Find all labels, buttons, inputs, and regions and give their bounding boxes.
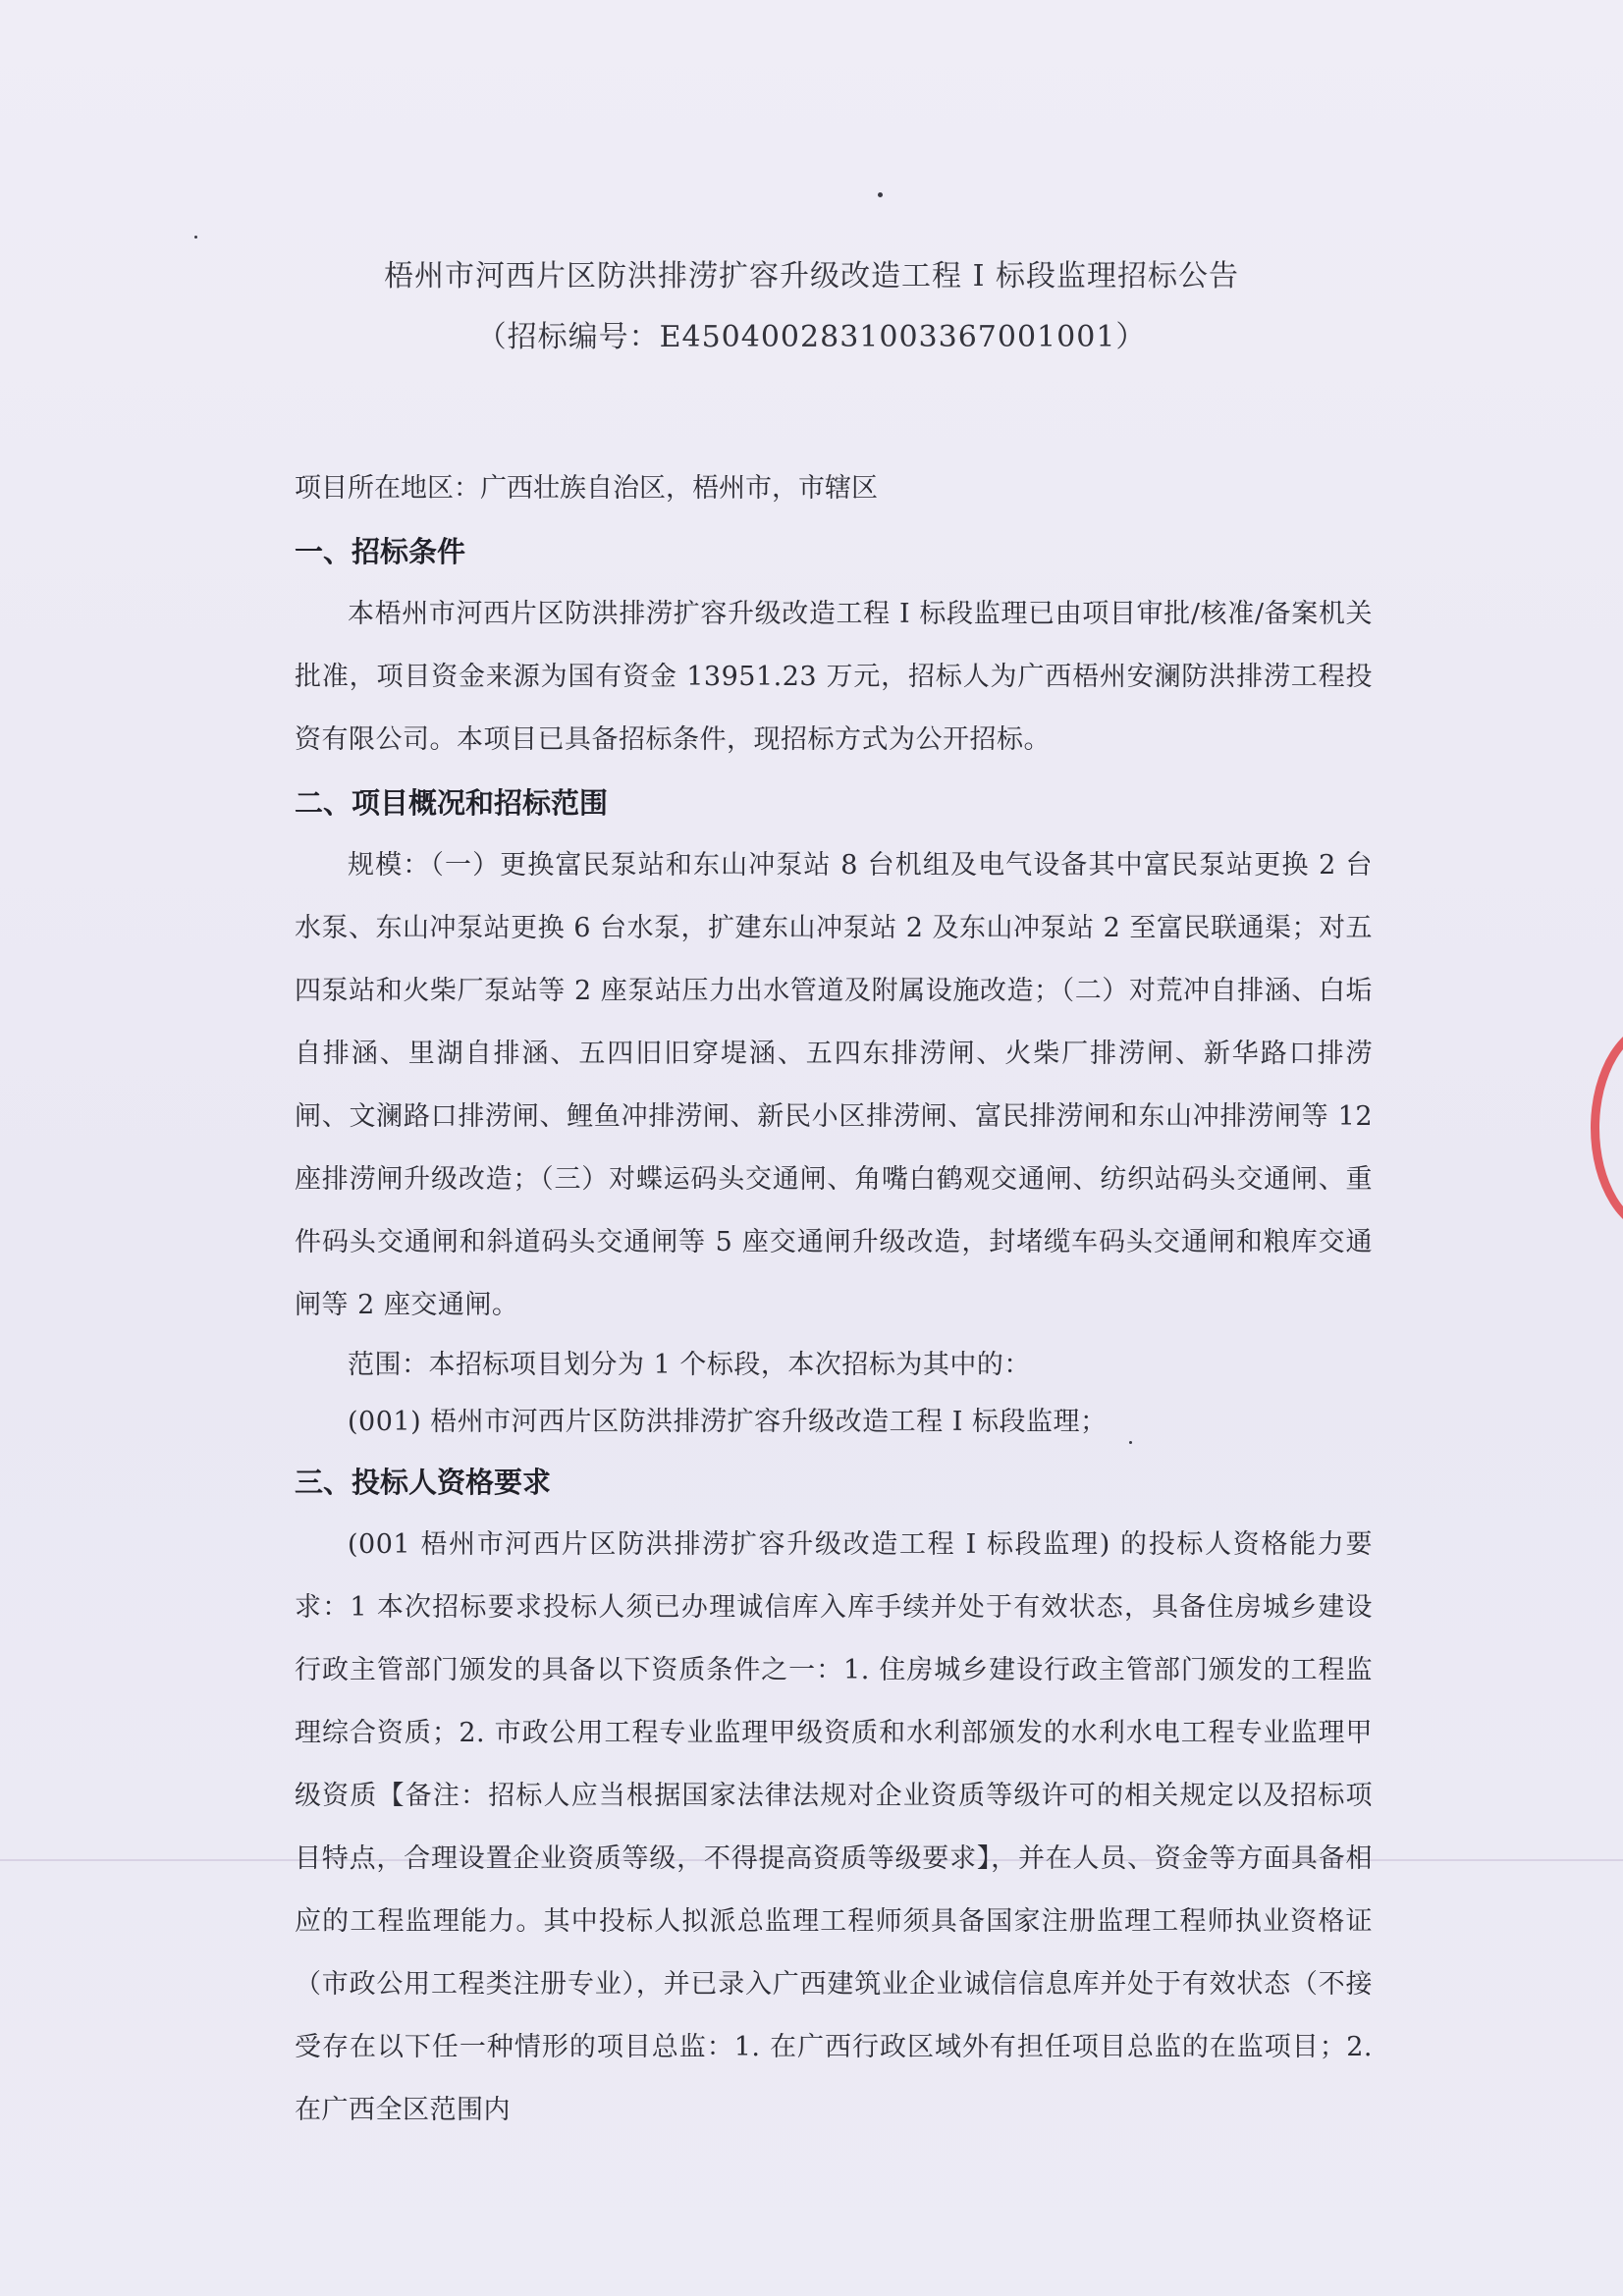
document-title: 梧州市河西片区防洪排涝扩容升级改造工程 I 标段监理招标公告 bbox=[384, 259, 1239, 294]
section-paragraph: 规模：（一）更换富民泵站和东山冲泵站 8 台机组及电气设备其中富民泵站更换 2 台水泵、东山冲泵站更换 6 台水泵，扩建东山冲泵站 2 及东山冲泵站 2 至富民联通渠；对五四泵站和火柴厂泵站等 2 座泵站压力出水管道及附属设施改造；（二）对荒冲自排涵、白垢自排涵、里湖自排涵、五四旧旧穿堤涵、五四东排涝闸、火柴厂排涝闸、新华路口排涝闸、文澜路口排涝闸、鲤鱼冲排涝闸、新民小区排涝闸、富民排涝闸和东山冲排涝闸等 12 座排涝闸升级改造；（三）对蝶运码头交通闸、角嘴白鹤观交通闸、纺织站码头交通闸、重件码头交通闸和斜道码头交通闸等 5 座交通闸升级改造，封堵缆车码头交通闸和粮库交通闸等 2 座交通闸。 bbox=[295, 850, 1373, 1320]
section-paragraph: 范围：本招标项目划分为 1 个标段，本次招标为其中的： bbox=[348, 1350, 1031, 1380]
scan-speck bbox=[878, 192, 883, 197]
red-seal-stamp bbox=[1591, 1021, 1623, 1235]
document-body bbox=[295, 457, 1373, 2142]
scan-speck bbox=[194, 236, 197, 239]
section-heading: 二、项目概况和招标范围 bbox=[295, 786, 609, 820]
section-paragraph: 本梧州市河西片区防洪排涝扩容升级改造工程 I 标段监理已由项目审批/核准/备案机关批准，项目资金来源为国有资金 13951.23 万元，招标人为广西梧州安澜防洪排涝工程投资有限公司。本项目已具备招标条件，现招标方式为公开招标。 bbox=[295, 599, 1373, 755]
section-paragraph: (001 梧州市河西片区防洪排涝扩容升级改造工程 I 标段监理) 的投标人资格能力要求：1 本次招标要求投标人须已办理诚信库入库手续并处于有效状态，具备住房城乡建设行政主管部门颁发的具备以下资质条件之一：1. 住房城乡建设行政主管部门颁发的工程监理综合资质；2. 市政公用工程专业监理甲级资质和水利部颁发的水利水电工程专业监理甲级资质【备注：招标人应当根据国家法律法规对企业资质等级许可的相关规定以及招标项目特点，合理设置企业资质等级，不得提高资质等级要求】，并在人员、资金等方面具备相应的工程监理能力。其中投标人拟派总监理工程师须具备国家注册监理工程师执业资格证（市政公用工程类注册专业），并已录入广西建筑业企业诚信信息库并处于有效状态（不接受存在以下任一种情形的项目总监：1. 在广西行政区域外有担任项目总监的在监项目；2. 在广西全区范围内 bbox=[295, 1529, 1373, 2125]
bid-number: （招标编号：E4504002831003367001001） bbox=[476, 320, 1147, 354]
section-heading: 一、招标条件 bbox=[295, 535, 466, 568]
section-heading: 三、投标人资格要求 bbox=[295, 1466, 552, 1499]
project-location: 项目所在地区：广西壮族自治区，梧州市，市辖区 bbox=[295, 473, 878, 504]
section-paragraph: (001) 梧州市河西片区防洪排涝扩容升级改造工程 I 标段监理； bbox=[348, 1407, 1108, 1437]
